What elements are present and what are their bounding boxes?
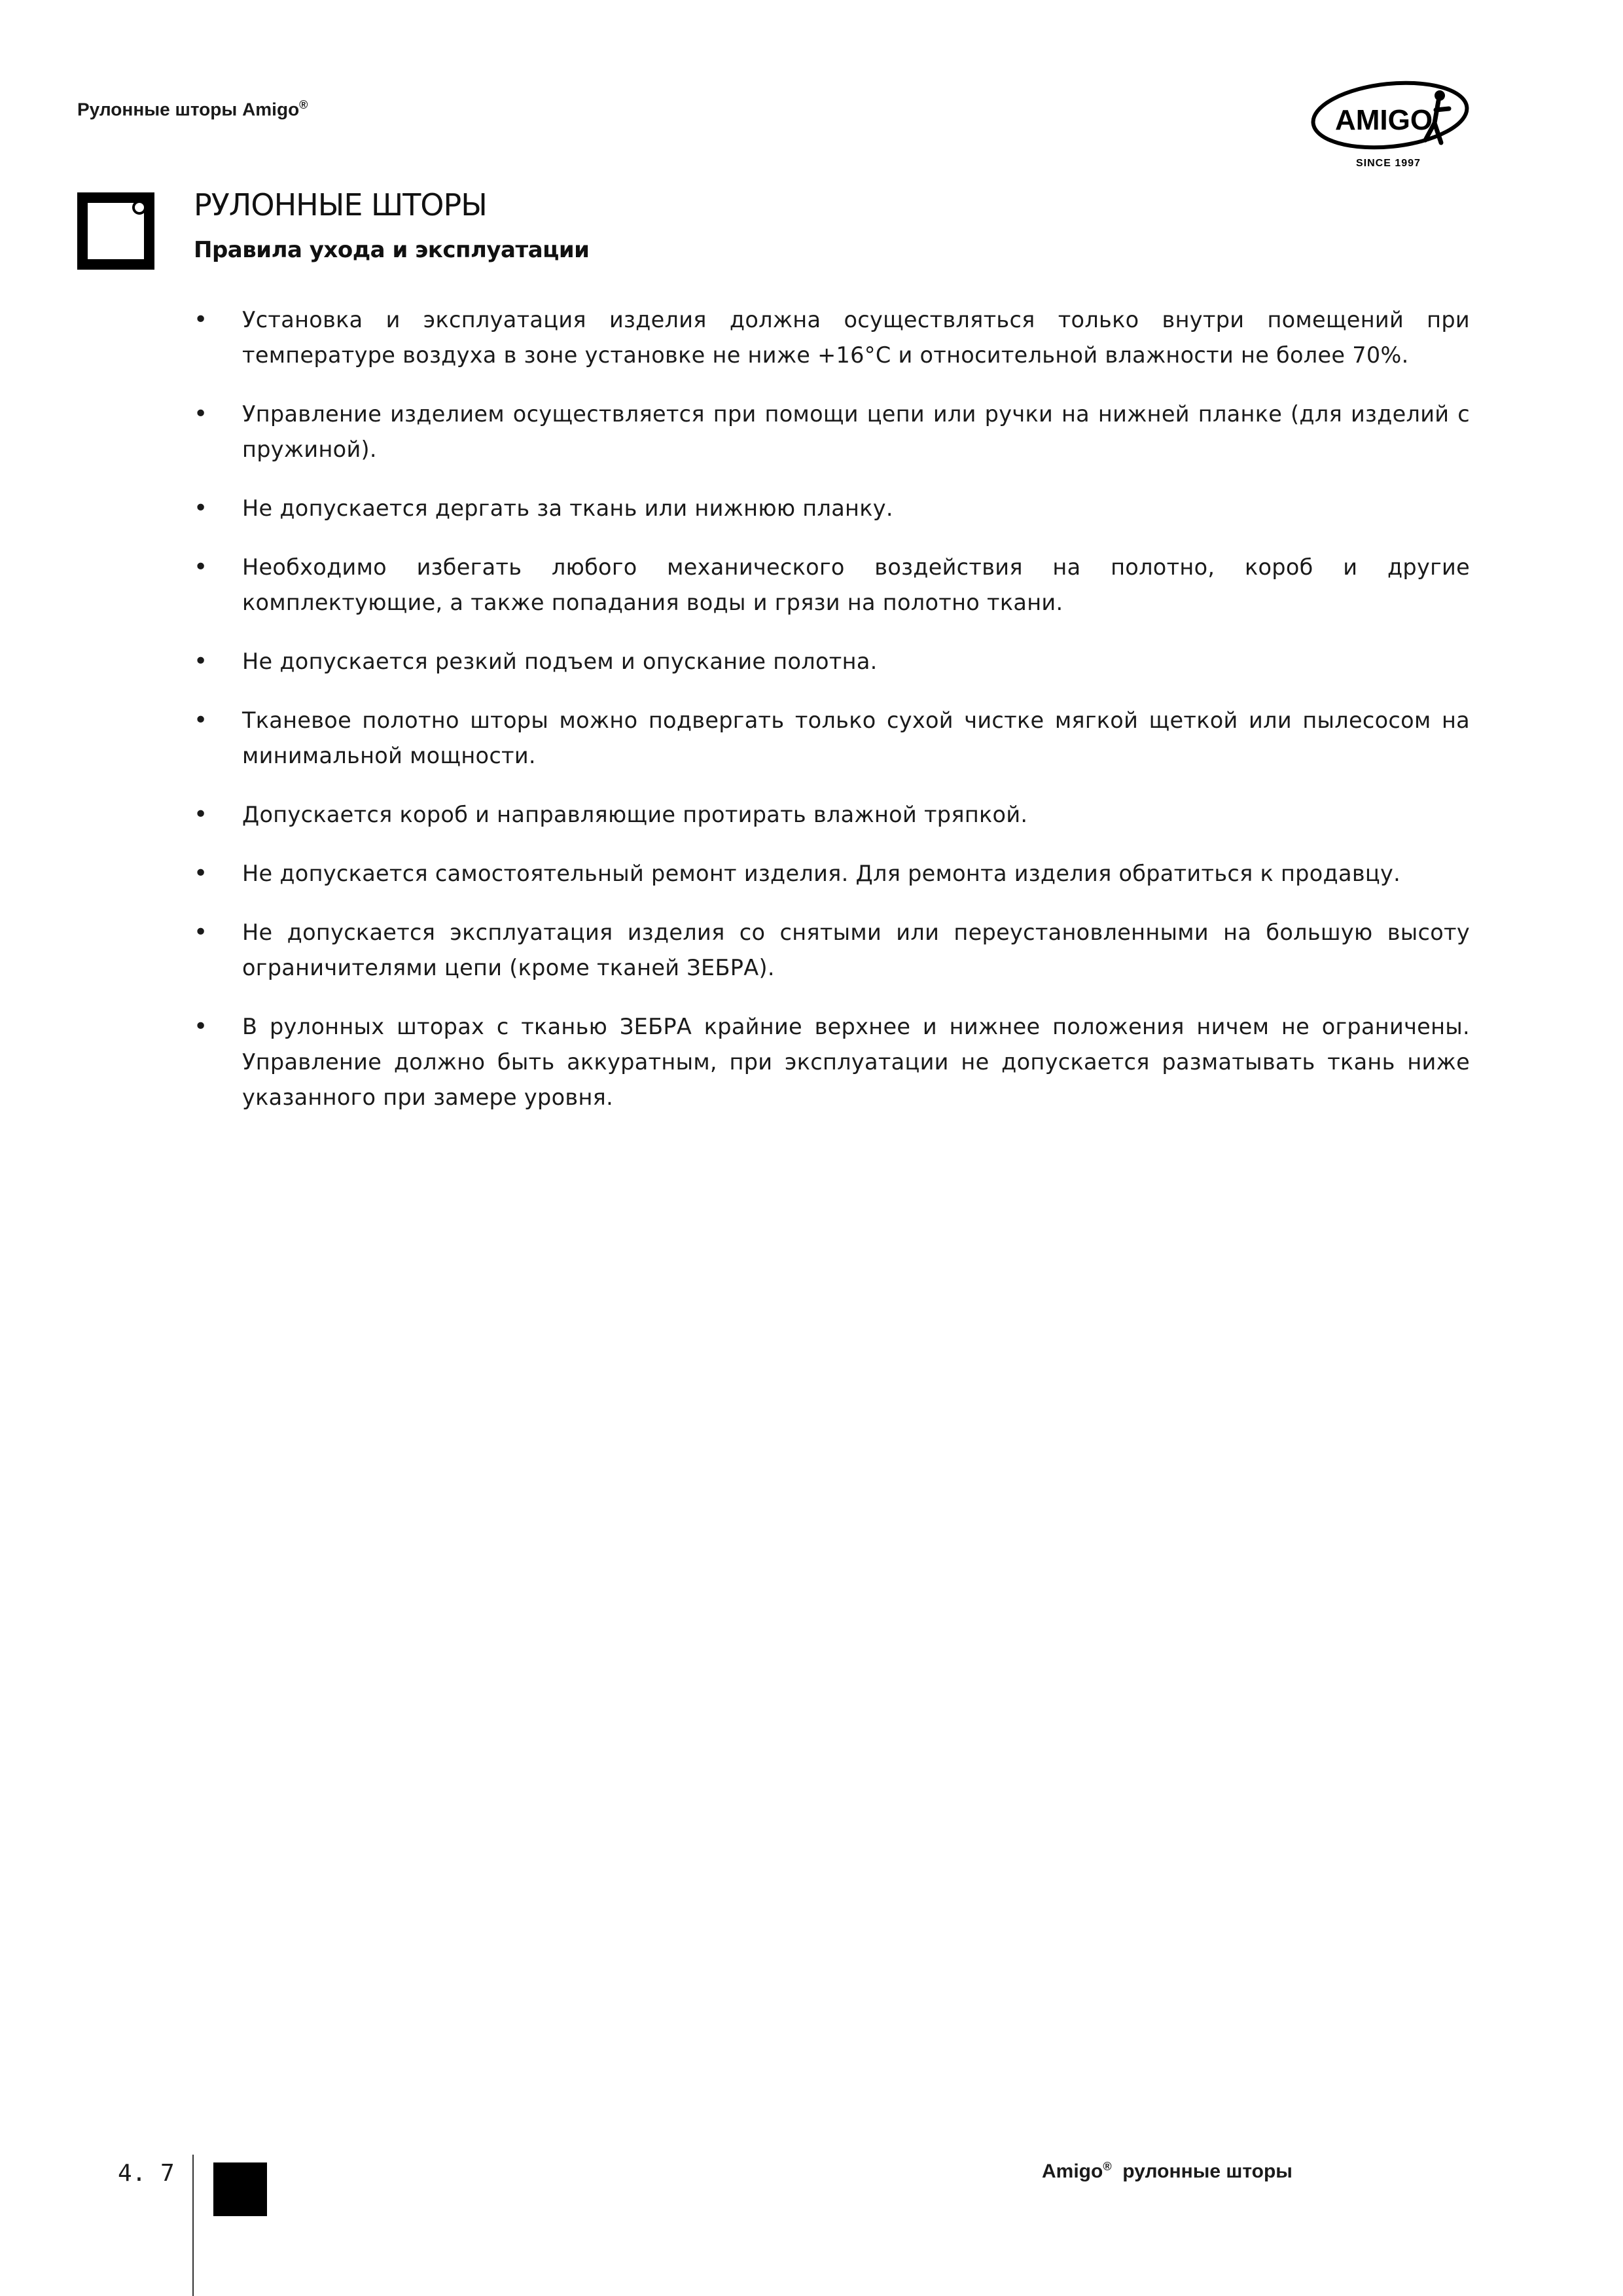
section-title: РУЛОННЫЕ ШТОРЫ — [194, 187, 487, 223]
bullet-icon: • — [194, 648, 208, 675]
section-subtitle: Правила ухода и эксплуатации — [194, 237, 590, 263]
footer-brand-name: Amigo — [1042, 2161, 1103, 2182]
footer-divider — [192, 2155, 194, 2296]
footer-square-icon — [213, 2162, 267, 2216]
bullet-icon: • — [194, 919, 208, 946]
logo-brand-text: AMIGO — [1335, 104, 1433, 136]
rules-list — [194, 302, 1470, 1139]
registered-mark: ® — [299, 98, 308, 111]
list-item: • Управление изделием осуществляется при помощи цепи или ручки на нижней планке (для изделий с пружиной). — [194, 397, 1470, 467]
document-header-title — [77, 98, 308, 120]
logo-since-text: SINCE 1997 — [1356, 158, 1421, 169]
amigo-logo — [1310, 77, 1487, 175]
bullet-icon: • — [194, 306, 208, 333]
footer-registered-mark: ® — [1103, 2160, 1112, 2173]
list-item: • Не допускается эксплуатация изделия со снятыми или переустановленными на большую высоту ограничителями цепи (кроме тканей ЗЕБРА). — [194, 915, 1470, 986]
list-item: • Установка и эксплуатация изделия должна осуществляться только внутри помещений при температуре воздуха в зоне установке не ниже +16°C и относительной влажности не более 70%. — [194, 302, 1470, 373]
bullet-icon: • — [194, 1013, 208, 1040]
footer-brand — [1042, 2160, 1293, 2183]
header-title-text: Рулонные шторы Amigo — [77, 99, 300, 120]
page-number: 4. 7 — [118, 2160, 175, 2187]
window-frame-icon — [77, 192, 154, 270]
bullet-icon: • — [194, 554, 208, 581]
footer-brand-suffix: рулонные шторы — [1111, 2161, 1293, 2182]
list-item: • Тканевое полотно шторы можно подвергать только сухой чистке мягкой щеткой или пылесосом на минимальной мощности. — [194, 703, 1470, 774]
list-item: • Не допускается самостоятельный ремонт изделия. Для ремонта изделия обратиться к продавцу. — [194, 856, 1470, 891]
list-item: • В рулонных шторах с тканью ЗЕБРА крайние верхнее и нижнее положения ничем не ограничены. Управление должно быть аккуратным, при эксплуатации не допускается разматывать ткань ниже указанного при замере уровня. — [194, 1009, 1470, 1115]
bullet-icon: • — [194, 401, 208, 427]
list-item: • Необходимо избегать любого механического воздействия на полотно, короб и другие комплектующие, а также попадания воды и грязи на полотно ткани. — [194, 550, 1470, 620]
bullet-icon: • — [194, 707, 208, 734]
list-item: • Допускается короб и направляющие протирать влажной тряпкой. — [194, 797, 1470, 833]
list-item: • Не допускается дергать за ткань или нижнюю планку. — [194, 491, 1470, 526]
bullet-icon: • — [194, 860, 208, 887]
bullet-icon: • — [194, 495, 208, 522]
bullet-icon: • — [194, 801, 208, 828]
list-item: • Не допускается резкий подъем и опускание полотна. — [194, 644, 1470, 679]
